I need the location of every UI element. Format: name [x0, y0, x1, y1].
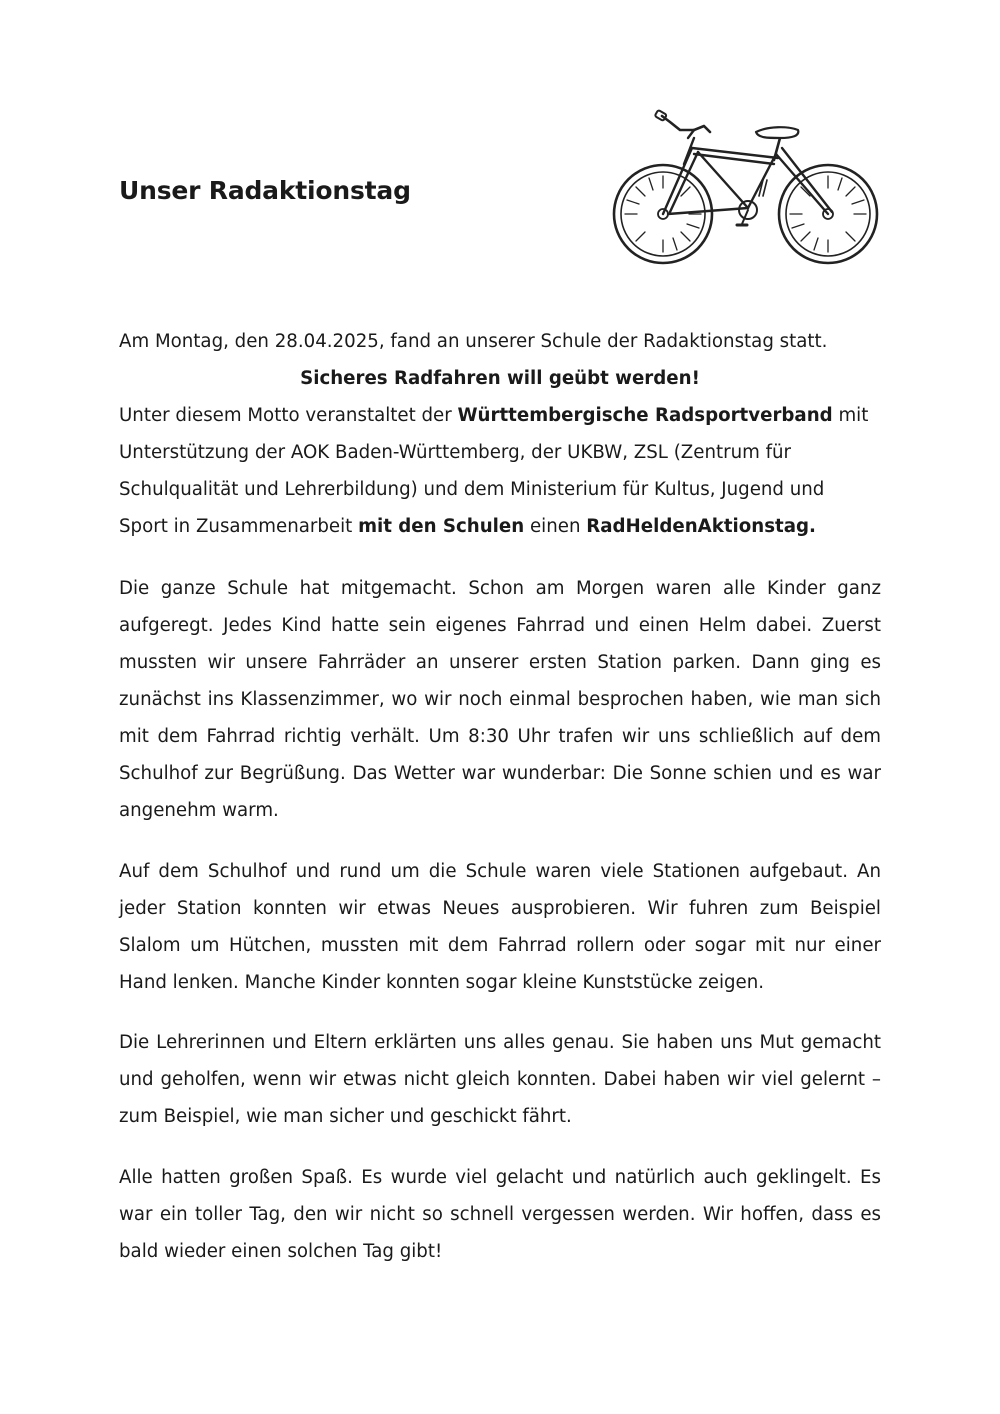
paragraph-conclusion: Alle hatten großen Spaß. Es wurde viel gelacht und natürlich auch geklingelt. Es war ein toller Tag, den wir nicht so schnell vergessen werden. Wir hoffen, dass es bald wieder einen solchen Tag gibt!: [119, 1167, 881, 1262]
event-name: RadHeldenAktionstag.: [586, 516, 816, 537]
organizer-prefix: Unter diesem Motto veranstaltet der: [119, 405, 458, 426]
paragraph-stations: Auf dem Schulhof und rund um die Schule waren viele Stationen aufgebaut. An jeder Station konnten wir etwas Neues ausprobieren. Wir fuhren zum Beispiel Slalom um Hütchen, mussten mit dem Fahrrad rollern oder sogar mit nur einer Hand lenken. Manche Kinder konnten sogar kleine Kunststücke zeigen.: [119, 861, 881, 993]
intro-line-date: Am Montag, den 28.04.2025, fand an unserer Schule der Radaktionstag statt.: [119, 331, 828, 352]
intro-line-supporters: Unterstützung der AOK Baden-Württemberg, der UKBW, ZSL (Zentrum für: [119, 442, 792, 463]
intro-paragraph: [119, 323, 881, 545]
organizer-name: Württembergische Radsportverband: [457, 405, 833, 426]
paragraph-morning: Die ganze Schule hat mitgemacht. Schon am Morgen waren alle Kinder ganz aufgeregt. Jedes Kind hatte sein eigenes Fahrrad und einen Helm dabei. Zuerst mussten wir unsere Fahrräder an unserer ersten Station parken. Dann ging es zunächst ins Klassenzimmer, wo wir noch einmal besprochen haben, wie man sich mit dem Fahrrad richtig verhält. Um 8:30 Uhr trafen wir uns schließlich auf dem Schulhof zur Begrüßung. Das Wetter war wunderbar: Die Sonne schien und es war angenehm warm.: [119, 578, 881, 821]
intro-line-ministry: Schulqualität und Lehrerbildung) und dem Ministerium für Kultus, Jugend und: [119, 479, 825, 500]
cooperation-schools: mit den Schulen: [358, 516, 525, 537]
organizer-suffix: mit: [832, 405, 869, 426]
bicycle-icon: [608, 108, 884, 278]
intro-line-organizer: [119, 397, 881, 434]
intro-line-cooperation: [119, 508, 881, 545]
cooperation-mid: einen: [524, 516, 587, 537]
motto-line: Sicheres Radfahren will geübt werden!: [300, 368, 700, 389]
cooperation-prefix: Sport in Zusammenarbeit: [119, 516, 359, 537]
paragraph-teachers: Die Lehrerinnen und Eltern erklärten uns alles genau. Sie haben uns Mut gemacht und geholfen, wenn wir etwas nicht gleich konnten. Dabei haben wir viel gelernt – zum Beispiel, wie man sicher und geschickt fährt.: [119, 1032, 881, 1127]
page-title: Unser Radaktionstag: [119, 176, 411, 205]
